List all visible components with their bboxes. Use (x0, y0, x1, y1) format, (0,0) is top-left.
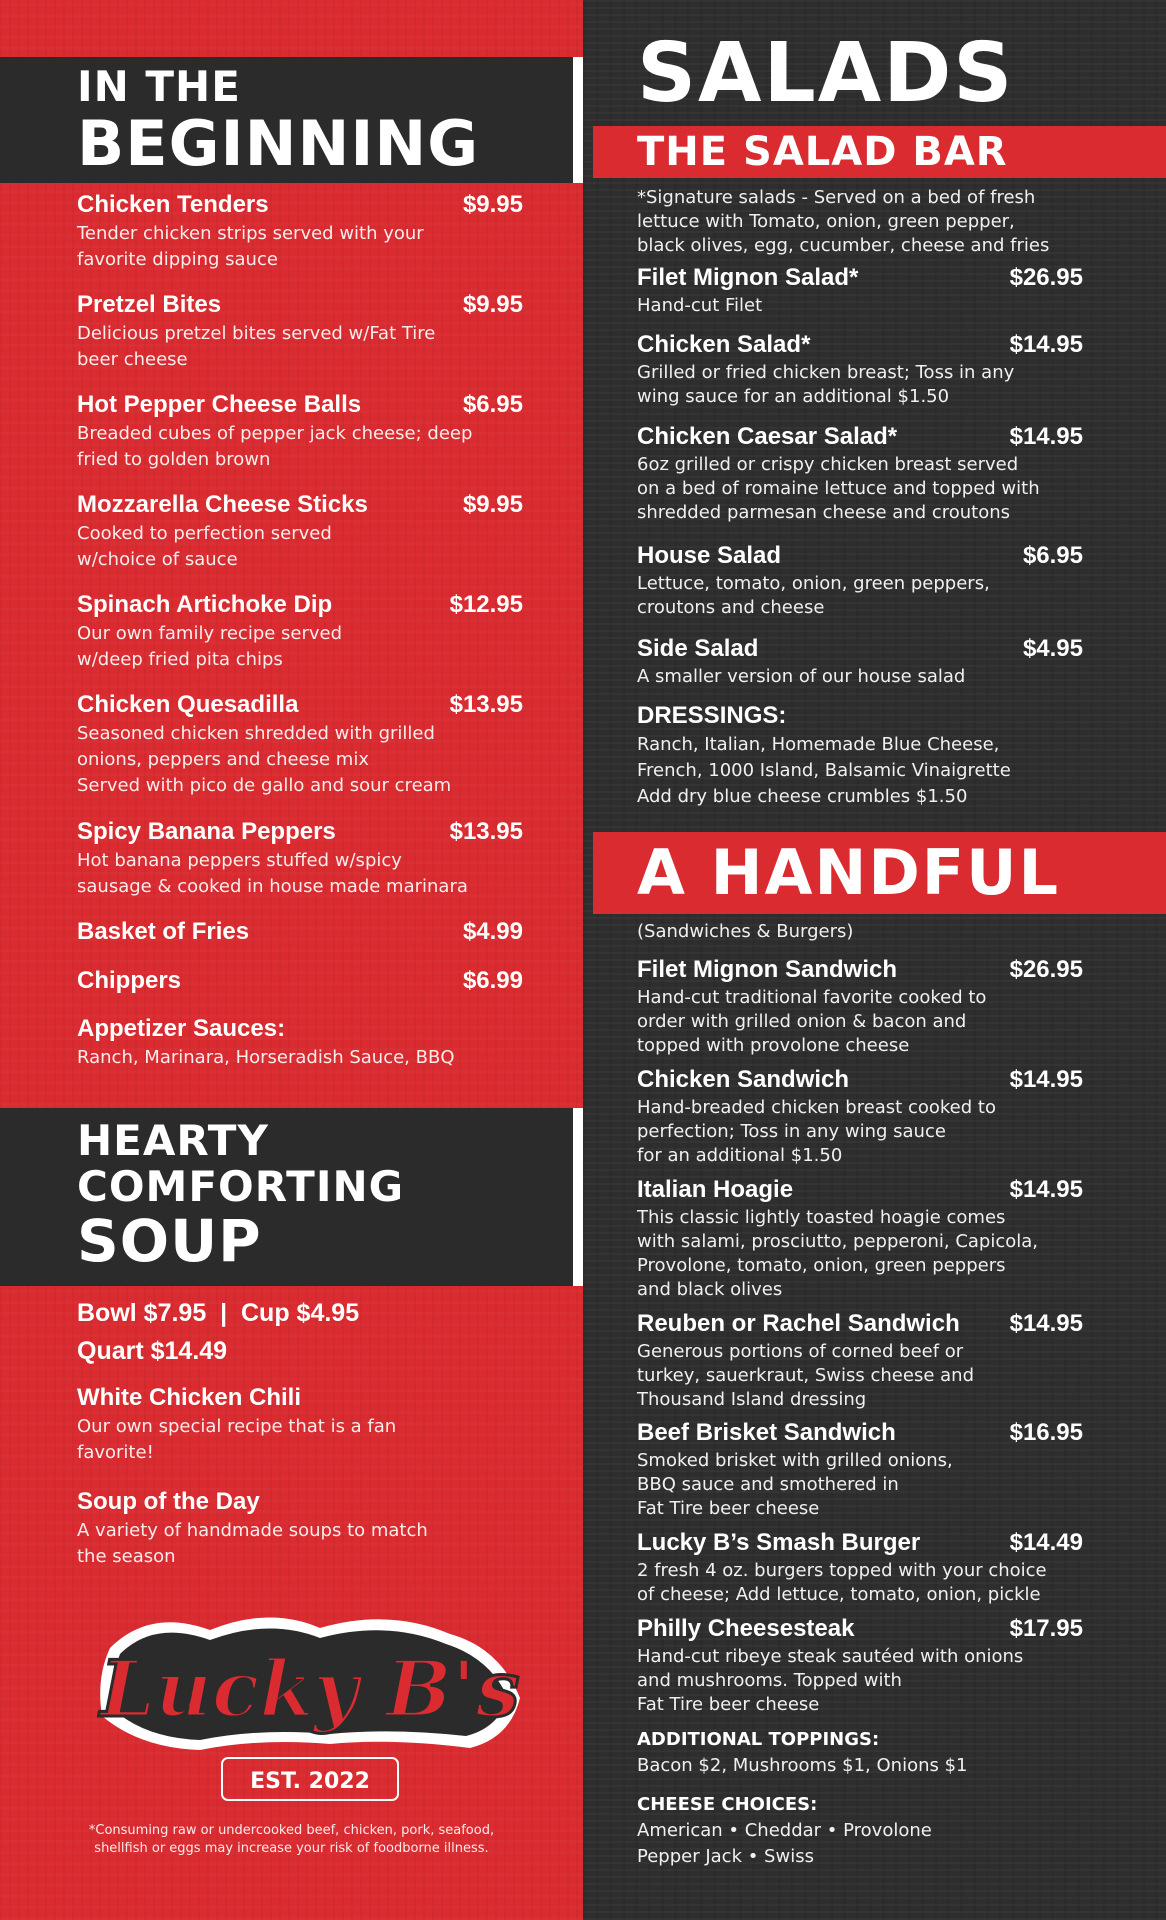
item-description: Grilled or fried chicken breast; Toss in any wing sauce for an additional $1.50 (637, 362, 1015, 407)
menu-item (637, 1615, 1083, 1717)
item-description: Hand-cut ribeye steak sautéed with onions and mushrooms. Topped with Fat Tire beer cheese (637, 1646, 1024, 1715)
item-description: Hot banana peppers stuffed w/spicy sausage & cooked in house made marinara (77, 850, 468, 897)
salad-bar-banner (593, 126, 1166, 178)
soup-title-line2: COMFORTING (77, 1162, 405, 1211)
item-name: Chicken Salad* (637, 331, 811, 358)
item-price: $14.95 (1009, 423, 1083, 450)
item-name: Chippers (77, 967, 182, 994)
item-name: Spinach Artichoke Dip (77, 591, 333, 618)
soup-prices-line1: Bowl $7.95 | Cup $4.95 (77, 1299, 360, 1327)
item-price: $14.49 (1009, 1529, 1083, 1556)
handful-subtitle: (Sandwiches & Burgers) (637, 921, 854, 942)
item-description: Seasoned chicken shredded with grilled onions, peppers and cheese mix Served with pico de gallo and sour cream (77, 723, 452, 796)
logo-text: Lucky B's (100, 1644, 520, 1735)
sauces-text: Ranch, Marinara, Horseradish Sauce, BBQ (77, 1047, 455, 1068)
item-name: Mozzarella Cheese Sticks (77, 491, 368, 518)
additional-toppings (637, 1727, 1083, 1779)
dressings-title: DRESSINGS: (637, 702, 787, 729)
item-description: Hand-breaded chicken breast cooked to perfection; Toss in any wing sauce for an additional $1.50 (637, 1097, 996, 1166)
item-price: $13.95 (449, 691, 523, 718)
item-price: $14.95 (1009, 1066, 1083, 1093)
item-name: Filet Mignon Sandwich (637, 956, 897, 983)
item-price: $14.95 (1009, 1310, 1083, 1337)
beginning-banner (0, 57, 583, 183)
item-price: $13.95 (449, 818, 523, 845)
handful-banner (593, 832, 1166, 914)
salads-title: SALADS (637, 26, 1015, 121)
cheese-title: CHEESE CHOICES: (637, 1794, 818, 1815)
dressings-text: Ranch, Italian, Homemade Blue Cheese, French, 1000 Island, Balsamic Vinaigrette Add dry blue cheese crumbles $1.50 (637, 734, 1011, 807)
menu-item (77, 391, 523, 473)
item-description: 6oz grilled or crispy chicken breast served on a bed of romaine lettuce and topped with shredded parmesan cheese and croutons (637, 454, 1040, 523)
salad-bar-title: THE SALAD BAR (637, 129, 1008, 175)
item-price: $14.95 (1009, 1176, 1083, 1203)
lucky-bs-logo (90, 1588, 530, 1818)
handful-title: A HANDFUL (637, 836, 1060, 909)
menu-item (637, 1310, 1083, 1412)
item-name: Soup of the Day (77, 1488, 260, 1515)
menu-item (77, 1384, 523, 1466)
soup-title-line1: HEARTY (77, 1116, 269, 1165)
beginning-title-small: IN THE (77, 62, 241, 111)
item-name: House Salad (637, 542, 782, 569)
menu-item (77, 291, 523, 373)
cheese-choices (637, 1792, 1083, 1870)
menu-item (637, 1066, 1083, 1168)
item-price: $4.95 (1022, 635, 1083, 662)
menu-item (637, 1419, 1083, 1521)
item-price: $6.95 (462, 391, 523, 418)
dressings (637, 702, 1083, 810)
menu-item (637, 542, 1083, 620)
menu-item (77, 818, 523, 900)
menu-item (637, 423, 1083, 525)
item-name: Pretzel Bites (77, 291, 222, 318)
item-description: A smaller version of our house salad (637, 666, 966, 687)
item-price: $9.95 (462, 291, 523, 318)
logo-est: EST. 2022 (250, 1769, 370, 1794)
item-description: Hand-cut Filet (637, 295, 763, 316)
item-price: $9.95 (462, 191, 523, 218)
menu-item (77, 491, 523, 573)
item-name: Chicken Quesadilla (77, 691, 299, 718)
item-description: Lettuce, tomato, onion, green peppers, croutons and cheese (637, 573, 990, 618)
item-description: Smoked brisket with grilled onions, BBQ sauce and smothered in Fat Tire beer cheese (637, 1450, 953, 1519)
toppings-text: Bacon $2, Mushrooms $1, Onions $1 (637, 1755, 968, 1776)
menu-item (637, 264, 1083, 318)
item-name: Beef Brisket Sandwich (637, 1419, 896, 1446)
soup-prices (77, 1294, 523, 1370)
menu-item (637, 1529, 1083, 1607)
toppings-title: ADDITIONAL TOPPINGS: (637, 1729, 880, 1750)
item-name: Chicken Caesar Salad* (637, 423, 898, 450)
menu-item (77, 967, 523, 997)
handful-subtitle-block (637, 920, 1083, 944)
item-price: $26.95 (1009, 264, 1083, 291)
item-price: $17.95 (1009, 1615, 1083, 1642)
item-price: $6.95 (1022, 542, 1083, 569)
item-name: Reuben or Rachel Sandwich (637, 1310, 960, 1337)
beginning-title-big: BEGINNING (77, 107, 480, 180)
item-price: $16.95 (1009, 1419, 1083, 1446)
item-price: $9.95 (462, 491, 523, 518)
item-name: Spicy Banana Peppers (77, 818, 336, 845)
item-description: Tender chicken strips served with your favorite dipping sauce (77, 223, 424, 270)
item-description: A variety of handmade soups to match the season (77, 1520, 428, 1567)
menu-item (77, 918, 523, 948)
cheese-text: American • Cheddar • Provolone Pepper Jack • Swiss (637, 1820, 932, 1867)
item-description: Hand-cut traditional favorite cooked to order with grilled onion & bacon and topped with provolone cheese (637, 987, 987, 1056)
menu-item (77, 191, 523, 273)
item-description: Breaded cubes of pepper jack cheese; deep fried to golden brown (77, 423, 473, 470)
item-name: Chicken Sandwich (637, 1066, 850, 1093)
item-description: Our own special recipe that is a fan favorite! (77, 1416, 397, 1463)
item-name: Side Salad (637, 635, 759, 662)
item-description: Our own family recipe served w/deep fried pita chips (77, 623, 343, 670)
menu-item (637, 956, 1083, 1058)
menu-item (77, 691, 523, 799)
item-name: Lucky B’s Smash Burger (637, 1529, 921, 1556)
item-description: 2 fresh 4 oz. burgers topped with your choice of cheese; Add lettuce, tomato, onion, pickle (637, 1560, 1047, 1605)
menu-item (637, 635, 1083, 689)
item-description: Delicious pretzel bites served w/Fat Tire beer cheese (77, 323, 436, 370)
item-name: Hot Pepper Cheese Balls (77, 391, 362, 418)
item-price: $4.99 (462, 918, 523, 945)
item-name: Chicken Tenders (77, 191, 269, 218)
item-description: Cooked to perfection served w/choice of sauce (77, 523, 332, 570)
menu-item (637, 331, 1083, 409)
item-name: Filet Mignon Salad* (637, 264, 859, 291)
menu-item (637, 1176, 1083, 1302)
sauces-title: Appetizer Sauces: (77, 1015, 286, 1042)
item-name: Italian Hoagie (637, 1176, 794, 1203)
salads-intro (637, 186, 1083, 258)
menu-item (77, 591, 523, 673)
soup-title-big: SOUP (77, 1207, 262, 1275)
menu-item (77, 1488, 523, 1570)
salads-intro-text: *Signature salads - Served on a bed of fresh lettuce with Tomato, onion, green pepper, black olives, egg, cucumber, cheese and fries (637, 187, 1050, 256)
soup-banner (0, 1108, 583, 1286)
food-safety-footnote: *Consuming raw or undercooked beef, chicken, pork, seafood, shellfish or eggs may increase your risk of foodborne illness. (88, 1823, 495, 1856)
item-description: This classic lightly toasted hoagie comes with salami, prosciutto, pepperoni, Capicola, Provolone, tomato, onion, green peppers and black olives (637, 1207, 1039, 1300)
item-name: White Chicken Chili (77, 1384, 302, 1411)
item-name: Philly Cheesesteak (637, 1615, 855, 1642)
item-price: $14.95 (1009, 331, 1083, 358)
soup-prices-line2: Quart $14.49 (77, 1337, 228, 1365)
item-price: $12.95 (449, 591, 523, 618)
item-description: Generous portions of corned beef or turkey, sauerkraut, Swiss cheese and Thousand Island dressing (637, 1341, 974, 1410)
item-price: $6.99 (462, 967, 523, 994)
appetizer-sauces (77, 1015, 523, 1071)
item-name: Basket of Fries (77, 918, 250, 945)
item-price: $26.95 (1009, 956, 1083, 983)
